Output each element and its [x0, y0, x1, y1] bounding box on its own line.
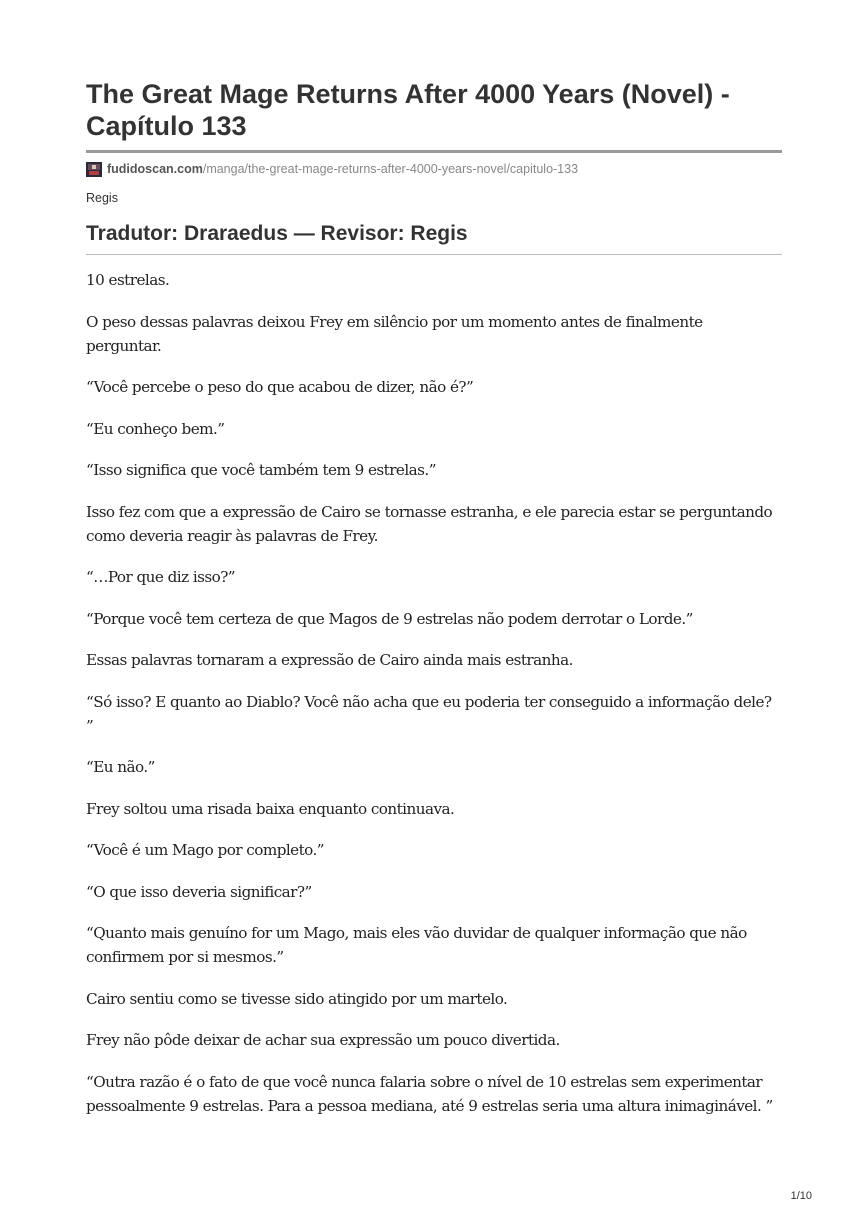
section-divider: [86, 254, 782, 255]
source-domain[interactable]: fudidoscan.com: [107, 162, 203, 176]
paragraph: “Quanto mais genuíno for um Mago, mais eles vão duvidar de qualquer informação que não confirmem por si mesmos.”: [86, 924, 747, 966]
site-favicon-icon: [86, 162, 102, 177]
section-heading: Tradutor: Draraedus — Revisor: Regis: [86, 222, 468, 245]
paragraph: “Você percebe o peso do que acabou de dizer, não é?”: [86, 378, 474, 396]
paragraph: O peso dessas palavras deixou Frey em silêncio por um momento antes de finalmente perguntar.: [86, 312, 703, 355]
document-page: [86, 78, 782, 1135]
paragraph: Essas palavras tornaram a expressão de Cairo ainda mais estranha.: [86, 651, 573, 669]
paragraph: “Outra razão é o fato de que você nunca falaria sobre o nível de 10 estrelas sem experimentar pessoalmente 9 estrelas. Para a pessoa mediana, até 9 estrelas seria uma altura inimaginável. ”: [86, 1072, 773, 1115]
source-link[interactable]: [86, 160, 782, 178]
paragraph: Frey não pôde deixar de achar sua expressão um pouco divertida.: [86, 1031, 560, 1049]
paragraph: “O que isso deveria significar?”: [86, 882, 312, 901]
paragraph: “…Por que diz isso?”: [86, 568, 236, 586]
paragraph: Isso fez com que a expressão de Cairo se tornasse estranha, e ele parecia estar se perguntando como deveria reagir às palavras de Frey.: [86, 502, 773, 545]
page-title: The Great Mage Returns After 4000 Years (Novel) - Capítulo 133: [86, 79, 730, 141]
paragraph: “Isso significa que você também tem 9 estrelas.”: [86, 461, 436, 479]
paragraph: “Porque você tem certeza de que Magos de 9 estrelas não podem derrotar o Lorde.”: [86, 609, 693, 628]
title-divider: [86, 150, 782, 153]
paragraph: “Eu conheço bem.”: [86, 419, 225, 438]
page-number: 1/10: [790, 1190, 812, 1202]
author-name: Regis: [86, 191, 118, 205]
chapter-content: [86, 268, 782, 1118]
paragraph: “Você é um Mago por completo.”: [86, 841, 324, 859]
source-path[interactable]: /manga/the-great-mage-returns-after-4000-years-novel/capitulo-133: [202, 162, 579, 176]
paragraph: “Só isso? E quanto ao Diablo? Você não acha que eu poderia ter conseguido a informação dele? ”: [86, 692, 772, 735]
paragraph: Cairo sentiu como se tivesse sido atingido por um martelo.: [86, 989, 508, 1008]
paragraph: 10 estrelas.: [86, 271, 170, 289]
paragraph: Frey soltou uma risada baixa enquanto continuava.: [86, 799, 455, 818]
paragraph: “Eu não.”: [86, 758, 155, 776]
